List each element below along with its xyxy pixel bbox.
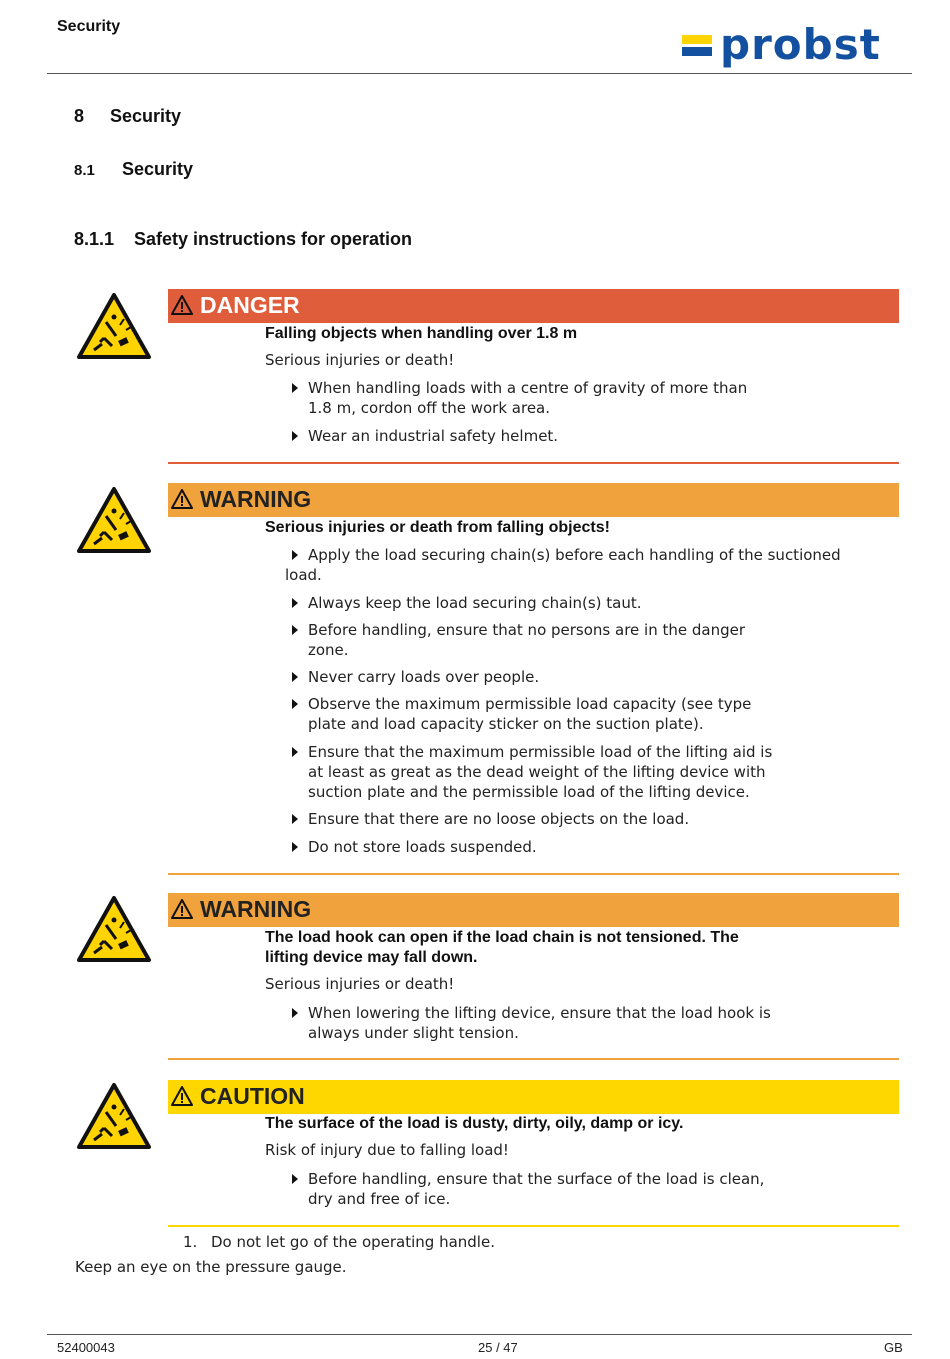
instruction-bullet: Wear an industrial safety helmet. [290, 426, 558, 446]
notice-end-rule [168, 462, 899, 464]
signal-word: WARNING [200, 896, 312, 922]
notice-end-rule [168, 1058, 899, 1060]
doc-number: 52400043 [57, 1340, 115, 1355]
subsubsection-title: Safety instructions for operation [134, 229, 413, 249]
caution-banner [168, 1080, 899, 1114]
instruction-bullet: Ensure that there are no loose objects on the load. [290, 809, 689, 829]
instruction-bullet: Never carry loads over people. [290, 667, 539, 687]
step-text: Do not let go of the operating handle. [211, 1233, 495, 1251]
signal-word: DANGER [200, 292, 300, 318]
hazard-title: The load hook can open if the load chain is not tensioned. The lifting device may fall down. [265, 929, 739, 966]
falling-objects-hazard-icon [76, 1082, 152, 1150]
instruction-bullet: Apply the load securing chain(s) before each handling of the suctioned load. [285, 546, 841, 584]
warning-banner [168, 483, 899, 517]
instruction-bullet: When handling loads with a centre of gravity of more than 1.8 m, cordon off the work area. [290, 378, 747, 418]
section-title: Security [110, 106, 182, 126]
warning-banner [168, 893, 899, 927]
instruction-bullet: Do not store loads suspended. [290, 837, 537, 857]
warning-triangle-icon [171, 489, 193, 509]
instruction-bullet: Before handling, ensure that no persons are in the danger zone. [290, 620, 745, 660]
signal-word: CAUTION [200, 1083, 305, 1109]
notice-end-rule [168, 873, 899, 875]
instruction-bullet: When lowering the lifting device, ensure that the load hook is always under slight tension. [290, 1003, 771, 1043]
warning-triangle-icon [171, 899, 193, 919]
instruction-bullet: Observe the maximum permissible load capacity (see type plate and load capacity sticker on the suction plate). [290, 694, 751, 734]
warning-triangle-icon [171, 1086, 193, 1106]
hazard-consequence: Serious injuries or death! [265, 351, 455, 369]
probst-logo [680, 22, 906, 70]
falling-objects-hazard-icon [76, 895, 152, 963]
danger-banner [168, 289, 899, 323]
falling-objects-hazard-icon [76, 486, 152, 554]
instruction-bullet: Before handling, ensure that the surface of the load is clean, dry and free of ice. [290, 1169, 764, 1209]
subsection-title: Security [122, 159, 194, 179]
signal-word: WARNING [200, 486, 312, 512]
subsection-number: 8.1 [74, 162, 95, 179]
header-divider [47, 73, 912, 74]
section-number: 8 [74, 106, 85, 126]
page-number: 25 / 47 [478, 1340, 518, 1355]
footer-divider [47, 1334, 912, 1335]
hazard-title: Serious injuries or death from falling objects! [265, 519, 610, 536]
step-note: Keep an eye on the pressure gauge. [75, 1258, 347, 1276]
hazard-title: Falling objects when handling over 1.8 m [265, 325, 578, 342]
warning-triangle-icon [171, 295, 193, 315]
svg-text:probst: probst [720, 22, 881, 69]
header-title: Security [57, 18, 121, 35]
notice-end-rule [168, 1225, 899, 1227]
language-code: GB [884, 1340, 903, 1355]
falling-objects-hazard-icon [76, 292, 152, 360]
step-number: 1. [183, 1233, 198, 1251]
hazard-consequence: Serious injuries or death! [265, 975, 455, 993]
subsubsection-number: 8.1.1 [74, 229, 115, 249]
instruction-bullet: Ensure that the maximum permissible load of the lifting aid is at least as great as the dead weight of the lifting device with suction plate and the permissible load of the lifting device. [290, 742, 772, 802]
hazard-consequence: Risk of injury due to falling load! [265, 1141, 509, 1159]
instruction-bullet: Always keep the load securing chain(s) taut. [290, 593, 642, 613]
hazard-title: The surface of the load is dusty, dirty, oily, damp or icy. [265, 1115, 684, 1132]
